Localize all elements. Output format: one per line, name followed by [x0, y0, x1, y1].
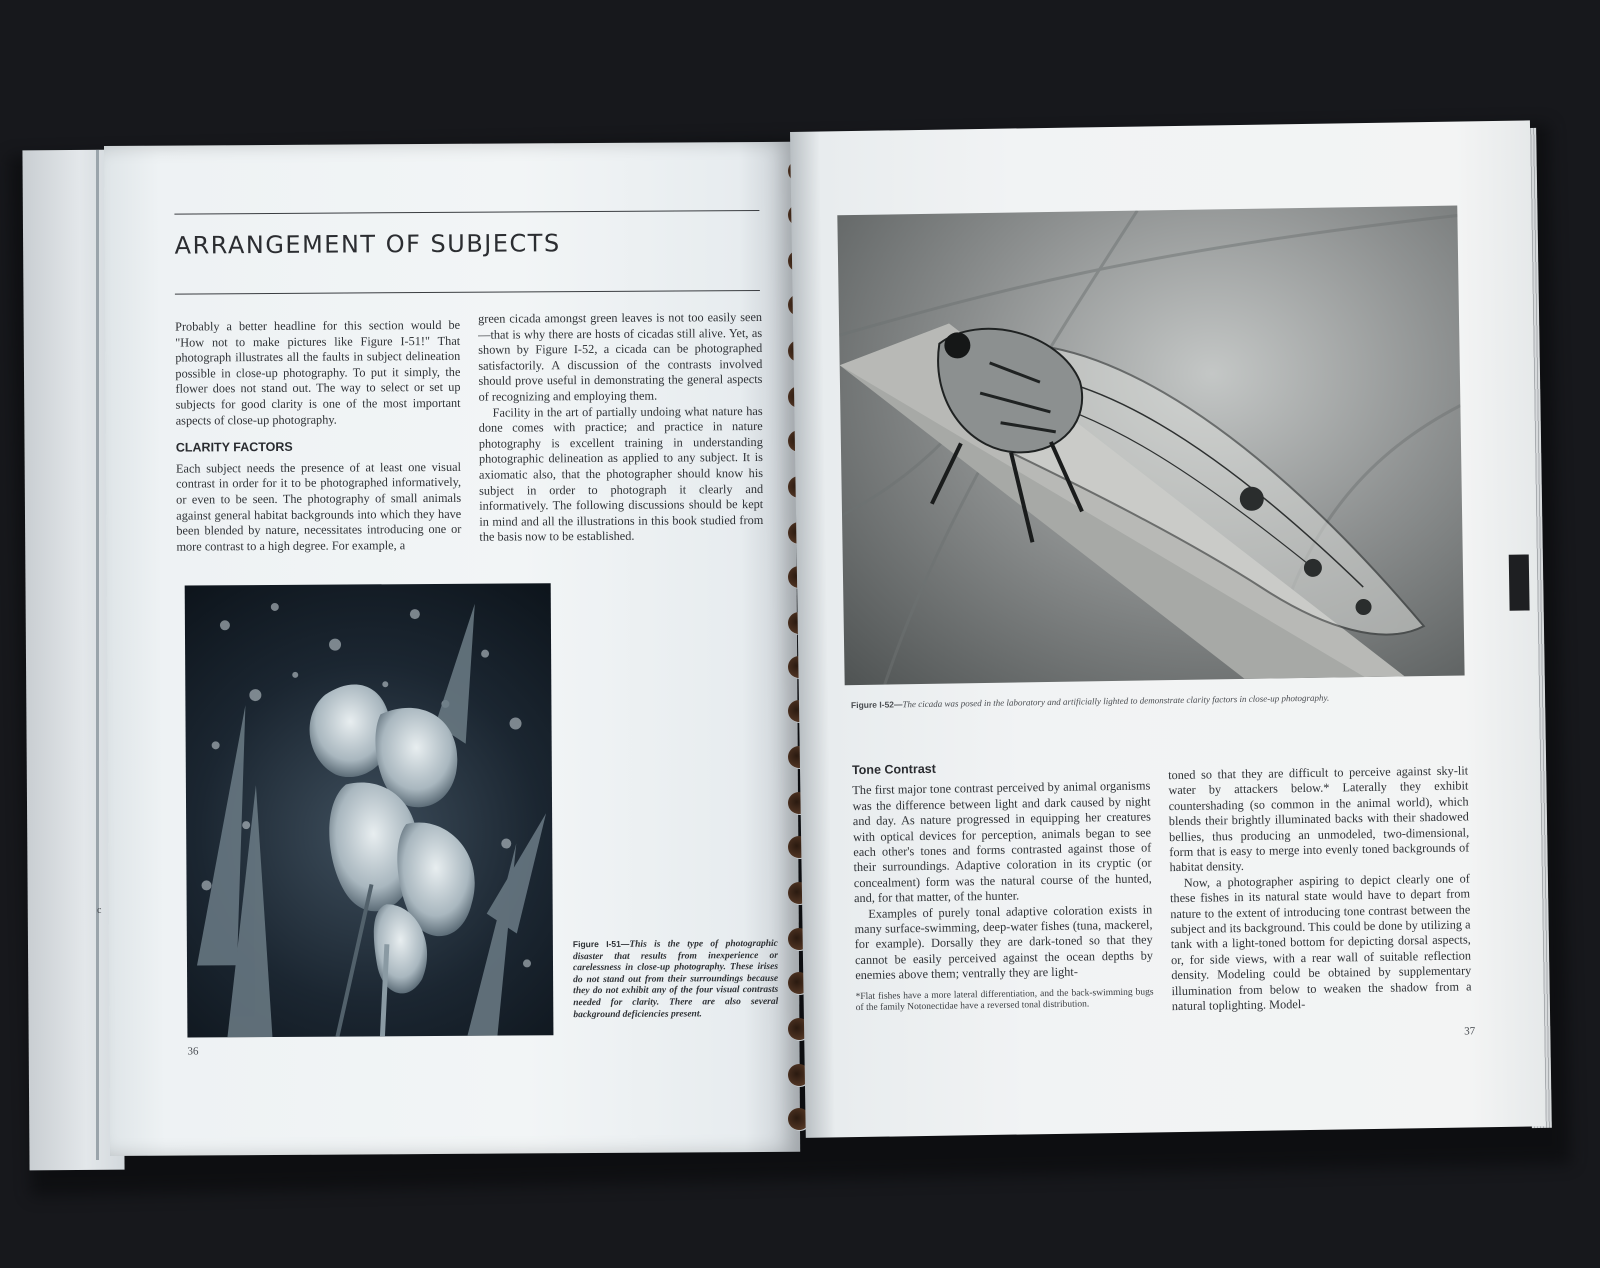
page-edge	[96, 150, 102, 1160]
tone-paragraph-2: Examples of purely tonal adaptive coloration exists in many surface-swimming, deep-water fishes (tuna, mackerel, for example). Dorsally they are dark-toned so that they cannot be easily perceived against the ocean depths by enemies above them; ventrally they are light-	[854, 902, 1154, 983]
title-rule-bottom	[175, 290, 760, 295]
iris-photo-graphic	[185, 583, 554, 1037]
page-number-left: 36	[187, 1045, 199, 1058]
heading-clarity-factors: CLARITY FACTORS	[175, 440, 293, 455]
left-column-1	[175, 318, 461, 555]
right-page	[790, 120, 1546, 1137]
tone-paragraph-1: The first major tone contrast perceived by animal organisms was the difference between light and dark caused by night and day. As nature progressed in equipping her creatures with optical devices for perception, animals began to see each other's tones and forms contrasted against those of their surroundings. Adaptive coloration in its cryptic (or concealment) form was the natural course of the hunted, and, for that matter, of the hunter.	[852, 778, 1152, 906]
tone-paragraph-4: Now, a photographer aspiring to depict clearly one of these fishes in its natural state would have to depart from nature to the extent of introducing tone contrast between the subject and its background. This could be done by utilizing a tank with a light-toned bottom for depicting dorsal aspects, or, for side views, with a rear wall of suitable reflection density. Modeling could be obtained by supplementary illumination from below to weaken the shadow from a natural toplighting. Model-	[1169, 871, 1472, 1014]
page-number-right: 37	[1464, 1025, 1476, 1038]
figure-i-51-iris-photo	[185, 583, 554, 1037]
facility-paragraph: Facility in the art of partially undoing what nature has done comes with practice; and practice in nature photography is excellent training in understanding photographic delineation as applied to any subject. It is axiomatic also, that the photographer should know his subject in order to photograph it clearly and informatively. The following discussions should be kept in mind and all the illustrations in this book studied from the basis now to be established.	[478, 403, 764, 545]
footnote: *Flat fishes have a more lateral differentiation, and the back-swimming bugs of the family Notonectidae have a reversed tonal distribution.	[855, 987, 1154, 1013]
heading-tone-contrast: Tone Contrast	[851, 761, 936, 778]
intro-paragraph: Probably a better headline for this section would be "How not to make pictures like Figure I-51!" That photograph illustrates all the faults in subject delineation possible in close-up photography. To put it simply, the flower does not stand out. The way to select or set up subjects for good clarity is one of the most important aspects of close-up photography.	[175, 317, 461, 428]
clarity-paragraph: Each subject needs the presence of at least one visual contrast in order for it to be photographed informatively, or even to be seen. The photography of small animals against general habitat backgrounds into which they have been blended by nature, necessitates introducing one or more contrast to a high degree. For example, a	[175, 459, 462, 554]
right-column-1	[852, 758, 1154, 1013]
thumb-index-tab	[1509, 554, 1530, 610]
figure-i-51-caption	[573, 938, 778, 1021]
cicada-photo-graphic	[837, 206, 1464, 686]
figure-i-52-text: The cicada was posed in the laboratory and artificially lighted to demonstrate clarity factors in close-up photography.	[902, 692, 1330, 710]
figure-i-51-text: This is the type of photographic disaster that results from inexperience or carelessness in close-up photography. These irises do not stand out from their surroundings because they do not exhibit any of the four visual contrasts needed for clarity. There are also several background deficiencies present.	[572, 938, 779, 1020]
title-rule-top	[174, 210, 759, 215]
right-column-2	[1168, 763, 1472, 1014]
cicada-paragraph: green cicada amongst green leaves is not too easily seen—that is why there are hosts of cicadas still alive. Yet, as shown by Figure I-52, a cicada can be photographed satisfactorily. A discussion of the contrasts involved should prove useful in demonstrating the general aspects of recognizing and employing them.	[478, 309, 763, 404]
figure-i-51-label: Figure I-51—	[572, 938, 630, 950]
tone-paragraph-3: toned so that they are difficult to perceive against sky-lit water by attackers below.* Laterally they exhibit countershading (so common in the animal world), which blends their brightly illuminated backs with their shadowed bellies, thus producing an unmodeled, two-dimensional, form that is easy to merge into evenly toned backgrounds of habitat density.	[1168, 763, 1470, 875]
figure-i-52-cicada-photo	[837, 206, 1464, 686]
page-title: ARRANGEMENT OF SUBJECTS	[174, 229, 561, 260]
figure-i-52-caption	[851, 690, 1471, 710]
left-column-2	[478, 310, 763, 546]
margin-mark: c	[97, 905, 102, 916]
figure-i-52-label: Figure I-52—	[850, 699, 903, 711]
left-page	[104, 142, 800, 1156]
